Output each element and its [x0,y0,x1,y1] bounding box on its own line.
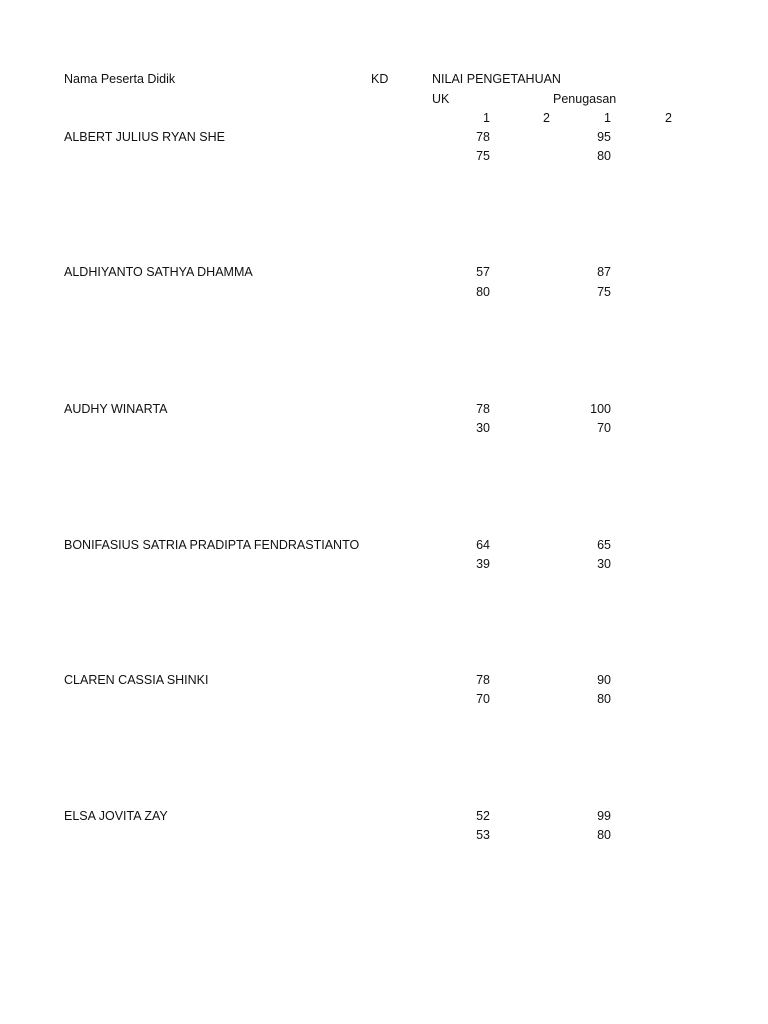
uk-score: 80 [476,285,490,299]
penugasan-score: 70 [597,421,611,435]
penugasan-score: 95 [597,130,611,144]
penugasan-score: 80 [597,828,611,842]
penugasan-score: 99 [597,809,611,823]
header-penugasan-sub-2: 2 [665,111,672,125]
student-name: ALBERT JULIUS RYAN SHE [64,130,225,144]
header-nilai-pengetahuan: NILAI PENGETAHUAN [432,72,561,86]
header-uk: UK [432,92,450,106]
uk-score: 30 [476,421,490,435]
header-penugasan: Penugasan [553,92,617,106]
uk-score: 57 [476,265,490,279]
student-name: ALDHIYANTO SATHYA DHAMMA [64,265,253,279]
uk-score: 78 [476,673,490,687]
header-uk-sub-2: 2 [543,111,550,125]
header-student-name: Nama Peserta Didik [64,72,176,86]
uk-score: 39 [476,557,490,571]
uk-score: 53 [476,828,490,842]
penugasan-score: 100 [590,402,611,416]
header-kd: KD [371,72,389,86]
penugasan-score: 65 [597,538,611,552]
uk-score: 64 [476,538,490,552]
student-name: CLAREN CASSIA SHINKI [64,673,209,687]
uk-score: 70 [476,692,490,706]
uk-score: 78 [476,130,490,144]
student-name: BONIFASIUS SATRIA PRADIPTA FENDRASTIANTO [64,538,360,552]
uk-score: 75 [476,149,490,163]
student-name: ELSA JOVITA ZAY [64,809,168,823]
penugasan-score: 80 [597,149,611,163]
penugasan-score: 80 [597,692,611,706]
uk-score: 52 [476,809,490,823]
uk-score: 78 [476,402,490,416]
penugasan-score: 75 [597,285,611,299]
header-uk-sub-1: 1 [483,111,490,125]
penugasan-score: 87 [597,265,611,279]
penugasan-score: 90 [597,673,611,687]
penugasan-score: 30 [597,557,611,571]
student-name: AUDHY WINARTA [64,402,168,416]
header-penugasan-sub-1: 1 [604,111,611,125]
